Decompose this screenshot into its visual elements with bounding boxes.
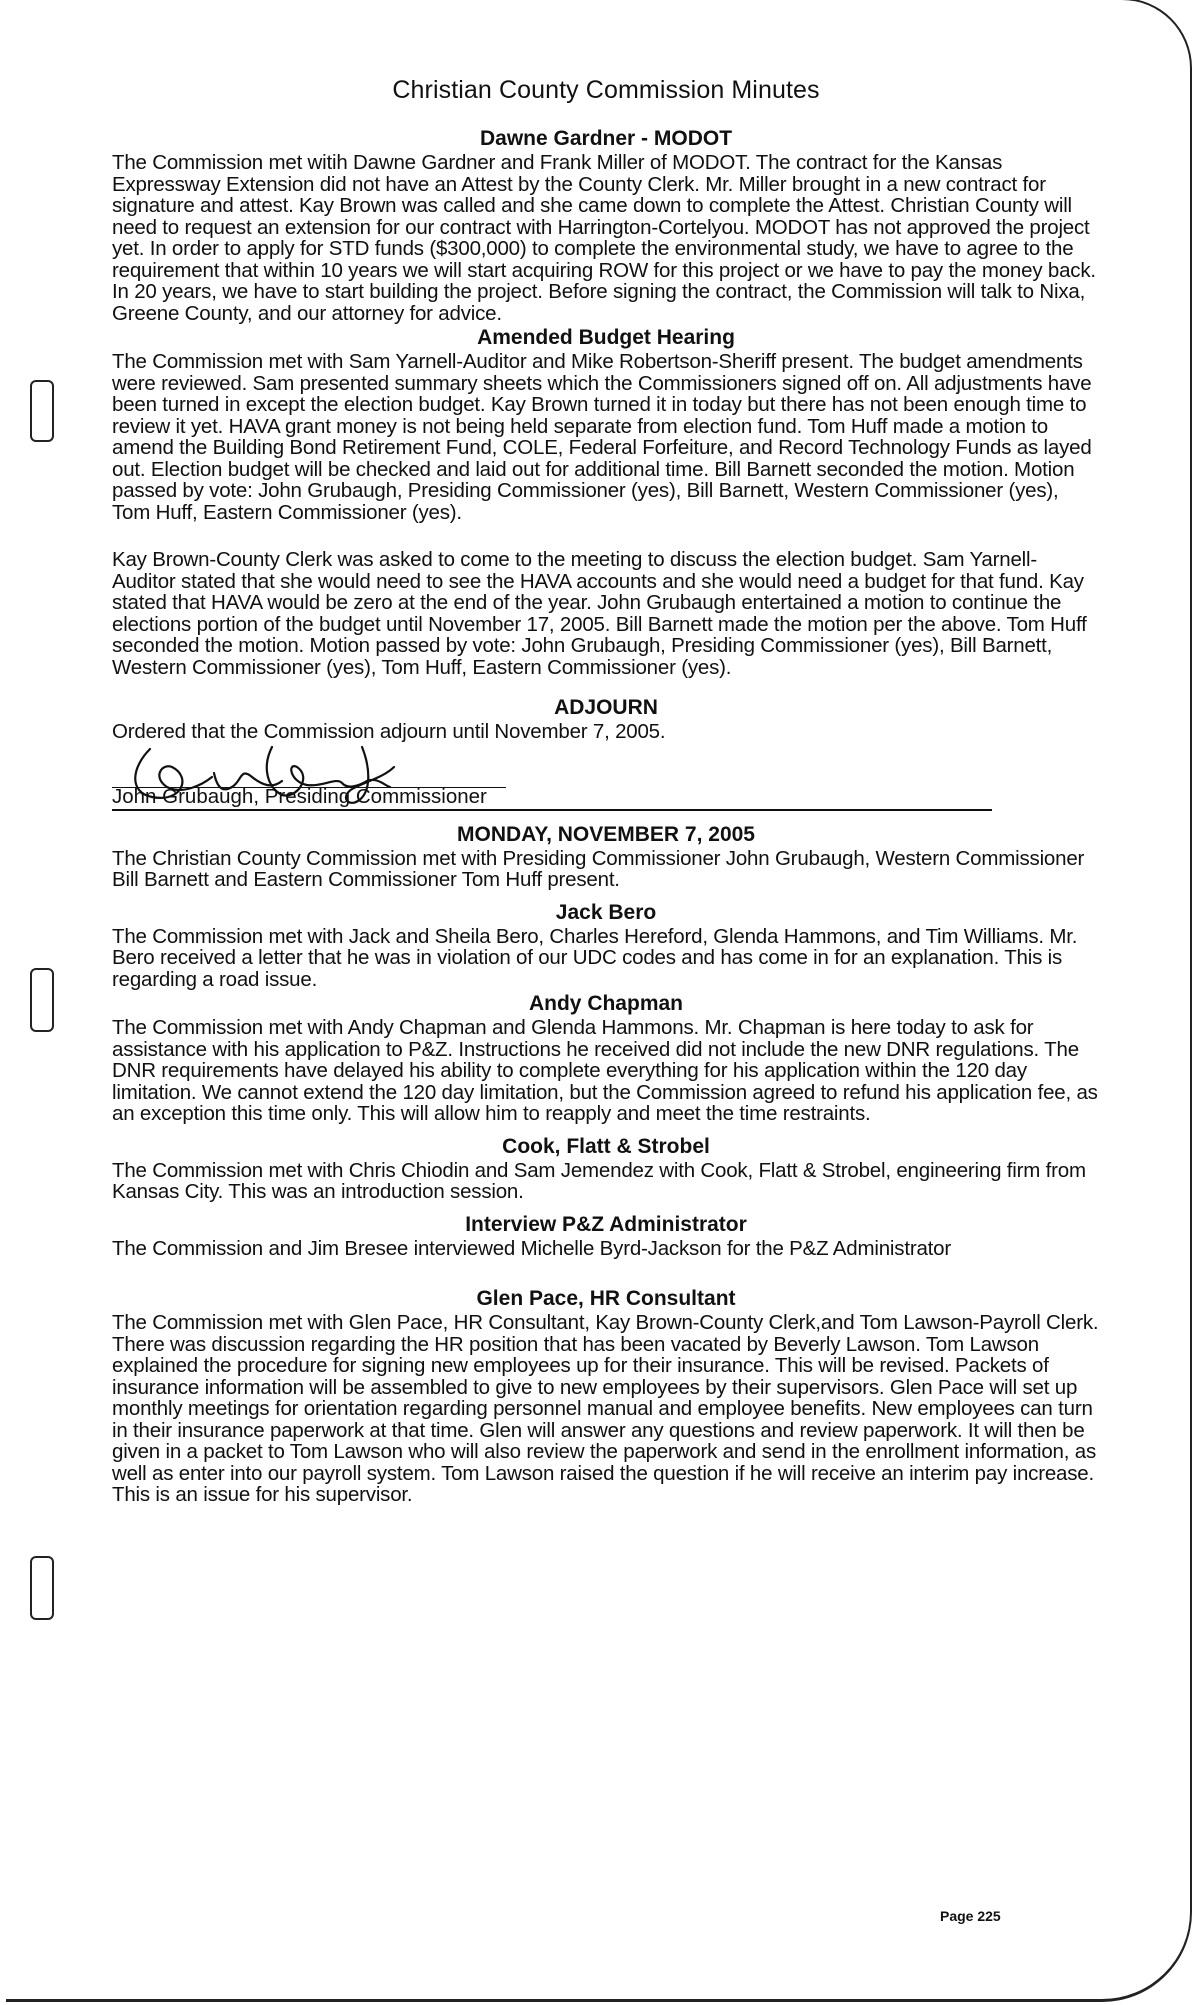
- document-title: Christian County Commission Minutes: [392, 76, 820, 104]
- day-heading: MONDAY, NOVEMBER 7, 2005: [457, 822, 755, 846]
- section-text-amended-budget: The Commission met with Sam Yarnell-Auditor and Mike Robertson-Sheriff present. The budget amendments were reviewed. Sam presented summary sheets which the Commissioners signed off on. All adjustments have been turned in except the election budget. Kay Brown turned it in today but there has not been enough time to review it yet. HAVA grant money is not being held separate from election fund. Tom Huff made a motion to amend the Building Bond Retirement Fund, COLE, Federal Forfeiture, and Record Technology Funds as layed out. Election budget will be checked and laid out for additional time. Bill Barnett seconded the motion. Motion passed by vote: John Grubaugh, Presiding Commissioner (yes), Bill Barnett, Western Commissioner (yes), Tom Huff, Eastern Commissioner (yes).: [112, 350, 1092, 524]
- section-heading-andy-chapman: Andy Chapman: [528, 992, 683, 1015]
- section-text-cook-flatt-strobel: The Commission met with Chris Chiodin and Sam Jemendez with Cook, Flatt & Strobel, engineering firm from Kansas City. This was an introduction session.: [112, 1158, 1086, 1203]
- section-text-dawne-gardner: The Commission met witih Dawne Gardner and Frank Miller of MODOT. The contract for the Kansas Expressway Extension did not have an Attest by the County Clerk. Mr. Miller brought in a new contract for signature and attest. Kay Brown was called and she came down to complete the Attest. Christian County will need to request an extension for our contract with Harrington-Cortelyou. MODOT has not approved the project yet. In order to apply for STD funds ($300,000) to complete the environmental study, we have to agree to the requirement that within 10 years we will start acquiring ROW for this project or we have to pay the money back. In 20 years, we have to start building the project. Before signing the contract, the Commission will talk to Nixa, Greene County, and our attorney for advice.: [112, 151, 1096, 325]
- minutes-document: [112, 76, 1100, 1506]
- section-heading-dawne-gardner: Dawne Gardner - MODOT: [479, 127, 733, 150]
- section-text-election-budget: Kay Brown-County Clerk was asked to come to the meeting to discuss the election budget. Sam Yarnell-Auditor stated that she would need to see the HAVA accounts and she would need a budget for that fund. Kay stated that HAVA would be zero at the end of the year. John Grubaugh entertained a motion to continue the elections portion of the budget until November 17, 2005. Bill Barnett made the motion per the above. Tom Huff seconded the motion. Motion passed by vote: John Grubaugh, Presiding Commissioner (yes), Bill Barnett, Western Commissioner (yes), Tom Huff, Eastern Commissioner (yes).: [112, 548, 1087, 679]
- section-text-jack-bero: The Commission met with Jack and Sheila Bero, Charles Hereford, Glenda Hammons, and Tim Williams. Mr. Bero received a letter that he was in violation of our UDC codes and has come in for an explanation. This is regarding a road issue.: [112, 924, 1078, 991]
- day-intro-text: The Christian County Commission met with Presiding Commissioner John Grubaugh, Western Commissioner Bill Barnett and Eastern Commissioner Tom Huff present.: [112, 846, 1085, 891]
- section-heading-cook-flatt-strobel: Cook, Flatt & Strobel: [502, 1134, 710, 1158]
- section-heading-jack-bero: Jack Bero: [555, 900, 657, 924]
- section-heading-adjourn: ADJOURN: [554, 696, 658, 719]
- page-number: Page 225: [940, 1908, 1001, 1924]
- section-heading-glen-pace: Glen Pace, HR Consultant: [476, 1287, 736, 1310]
- binder-hole-middle: [30, 968, 54, 1032]
- section-heading-amended-budget: Amended Budget Hearing: [477, 326, 735, 349]
- binder-hole-top: [30, 380, 54, 442]
- section-text-andy-chapman: The Commission met with Andy Chapman and Glenda Hammons. Mr. Chapman is here today to ask for assistance with his application to P&Z. Instructions he received did not include the new DNR regulations. The DNR requirements have delayed his ability to complete everything for his application within the 120 day limitation. We cannot extend the 120 day limitation, but the Commission agreed to refund his application fee, as an exception this time only. This will allow him to reapply and meet the time restraints.: [112, 1016, 1098, 1125]
- signature-block: [112, 745, 1100, 808]
- section-text-pz-interview: The Commission and Jim Bresee interviewed Michelle Byrd-Jackson for the P&Z Administrator: [112, 1236, 951, 1260]
- signature-name: John Grubaugh, Presiding Commissioner: [112, 784, 487, 808]
- section-text-glen-pace: The Commission met with Glen Pace, HR Consultant, Kay Brown-County Clerk,and Tom Lawson-Payroll Clerk. There was discussion regarding the HR position that has been vacated by Beverly Lawson. Tom Lawson explained the procedure for signing new employees up for their insurance. This will be revised. Packets of insurance information will be assembled to give to new employees by their supervisors. Glen Pace will set up monthly meetings for orientation regarding personnel manual and employee benefits. New employees can turn in their insurance paperwork at that time. Glen will answer any questions and review paperwork. It will then be given in a packet to Tom Lawson who will also review the paperwork and send in the enrollment information, as well as enter into our payroll system. Tom Lawson raised the question if he will receive an interim pay increase. This is an issue for his supervisor.: [112, 1311, 1099, 1506]
- binder-hole-bottom: [30, 1556, 54, 1620]
- section-heading-pz-interview: Interview P&Z Administrator: [465, 1212, 747, 1236]
- adjourn-text: Ordered that the Commission adjourn until November 7, 2005.: [112, 720, 666, 743]
